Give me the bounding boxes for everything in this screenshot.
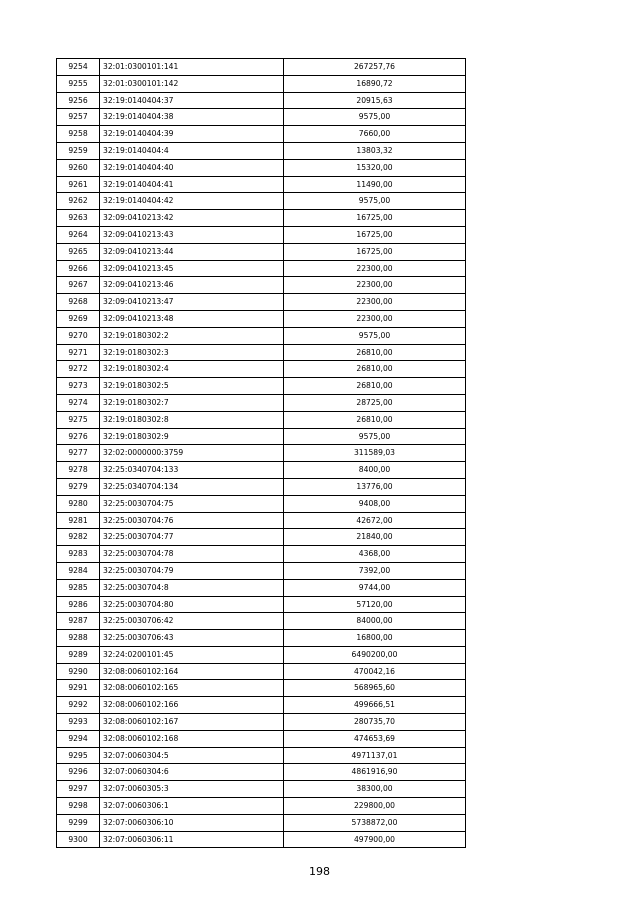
table-row <box>57 680 466 697</box>
table-row <box>57 596 466 613</box>
cadastral-number-cell: 32:19:0140404:41 <box>100 176 284 193</box>
table-row <box>57 462 466 479</box>
row-number-cell: 9257 <box>57 109 100 126</box>
table-row <box>57 59 466 76</box>
row-number-cell: 9277 <box>57 445 100 462</box>
row-number-cell: 9271 <box>57 344 100 361</box>
table-row <box>57 546 466 563</box>
cadastral-value-cell: 9408,00 <box>284 495 466 512</box>
row-number-cell: 9280 <box>57 495 100 512</box>
row-number-cell: 9273 <box>57 378 100 395</box>
cadastral-number-cell: 32:07:0060304:5 <box>100 747 284 764</box>
cadastral-value-cell: 84000,00 <box>284 613 466 630</box>
cadastral-value-cell: 38300,00 <box>284 781 466 798</box>
table-row <box>57 327 466 344</box>
row-number-cell: 9270 <box>57 327 100 344</box>
cadastral-number-cell: 32:19:0140404:40 <box>100 159 284 176</box>
cadastral-number-cell: 32:19:0140404:4 <box>100 142 284 159</box>
cadastral-value-cell: 20915,63 <box>284 92 466 109</box>
table-row <box>57 142 466 159</box>
row-number-cell: 9272 <box>57 361 100 378</box>
cadastral-value-cell: 22300,00 <box>284 260 466 277</box>
cadastral-value-cell: 11490,00 <box>284 176 466 193</box>
cadastral-value-cell: 4861916,90 <box>284 764 466 781</box>
row-number-cell: 9266 <box>57 260 100 277</box>
cadastral-value-cell: 7392,00 <box>284 562 466 579</box>
table-row <box>57 646 466 663</box>
row-number-cell: 9265 <box>57 243 100 260</box>
table-body <box>57 59 466 848</box>
table-row <box>57 764 466 781</box>
cadastral-value-cell: 26810,00 <box>284 411 466 428</box>
table-row <box>57 478 466 495</box>
table-row <box>57 613 466 630</box>
cadastral-value-cell: 6490200,00 <box>284 646 466 663</box>
row-number-cell: 9288 <box>57 630 100 647</box>
table-row <box>57 260 466 277</box>
row-number-cell: 9298 <box>57 798 100 815</box>
cadastral-value-cell: 5738872,00 <box>284 814 466 831</box>
cadastral-value-cell: 229800,00 <box>284 798 466 815</box>
row-number-cell: 9300 <box>57 831 100 848</box>
cadastral-number-cell: 32:19:0140404:38 <box>100 109 284 126</box>
cadastral-number-cell: 32:25:0030704:75 <box>100 495 284 512</box>
cadastral-value-cell: 13803,32 <box>284 142 466 159</box>
cadastral-value-cell: 474653,69 <box>284 730 466 747</box>
cadastral-number-cell: 32:08:0060102:167 <box>100 714 284 731</box>
row-number-cell: 9283 <box>57 546 100 563</box>
cadastral-number-cell: 32:25:0030706:42 <box>100 613 284 630</box>
cadastral-number-cell: 32:09:0410213:42 <box>100 210 284 227</box>
table-row <box>57 529 466 546</box>
cadastral-number-cell: 32:25:0030704:79 <box>100 562 284 579</box>
row-number-cell: 9284 <box>57 562 100 579</box>
row-number-cell: 9267 <box>57 277 100 294</box>
table-row <box>57 428 466 445</box>
cadastral-value-cell: 16725,00 <box>284 210 466 227</box>
table-row <box>57 831 466 848</box>
cadastral-value-cell: 21840,00 <box>284 529 466 546</box>
cadastral-number-cell: 32:25:0030704:77 <box>100 529 284 546</box>
row-number-cell: 9297 <box>57 781 100 798</box>
cadastral-value-cell: 16725,00 <box>284 243 466 260</box>
cadastral-value-cell: 26810,00 <box>284 378 466 395</box>
cadastral-number-cell: 32:07:0060305:3 <box>100 781 284 798</box>
row-number-cell: 9268 <box>57 294 100 311</box>
cadastral-number-cell: 32:07:0060306:1 <box>100 798 284 815</box>
cadastral-value-cell: 9575,00 <box>284 428 466 445</box>
table-row <box>57 814 466 831</box>
cadastral-value-cell: 26810,00 <box>284 361 466 378</box>
cadastral-number-cell: 32:08:0060102:166 <box>100 697 284 714</box>
row-number-cell: 9296 <box>57 764 100 781</box>
row-number-cell: 9276 <box>57 428 100 445</box>
cadastral-number-cell: 32:19:0180302:9 <box>100 428 284 445</box>
cadastral-value-cell: 4368,00 <box>284 546 466 563</box>
row-number-cell: 9263 <box>57 210 100 227</box>
table-row <box>57 714 466 731</box>
cadastral-value-cell: 9575,00 <box>284 327 466 344</box>
cadastral-number-cell: 32:19:0140404:42 <box>100 193 284 210</box>
table-row <box>57 495 466 512</box>
table-row <box>57 361 466 378</box>
cadastral-value-cell: 9575,00 <box>284 193 466 210</box>
table-row <box>57 344 466 361</box>
cadastral-number-cell: 32:24:0200101:45 <box>100 646 284 663</box>
row-number-cell: 9262 <box>57 193 100 210</box>
row-number-cell: 9293 <box>57 714 100 731</box>
table-row <box>57 92 466 109</box>
cadastral-number-cell: 32:09:0410213:44 <box>100 243 284 260</box>
table-row <box>57 747 466 764</box>
row-number-cell: 9275 <box>57 411 100 428</box>
cadastral-value-cell: 22300,00 <box>284 294 466 311</box>
cadastral-value-cell: 267257,76 <box>284 59 466 76</box>
cadastral-value-cell: 9744,00 <box>284 579 466 596</box>
cadastral-number-cell: 32:09:0410213:47 <box>100 294 284 311</box>
table-row <box>57 697 466 714</box>
table-row <box>57 210 466 227</box>
cadastral-number-cell: 32:25:0340704:133 <box>100 462 284 479</box>
cadastral-number-cell: 32:25:0030704:76 <box>100 512 284 529</box>
table-row <box>57 226 466 243</box>
row-number-cell: 9260 <box>57 159 100 176</box>
row-number-cell: 9254 <box>57 59 100 76</box>
cadastral-number-cell: 32:25:0030704:78 <box>100 546 284 563</box>
cadastral-number-cell: 32:25:0030706:43 <box>100 630 284 647</box>
cadastral-number-cell: 32:08:0060102:165 <box>100 680 284 697</box>
row-number-cell: 9264 <box>57 226 100 243</box>
cadastral-value-cell: 26810,00 <box>284 344 466 361</box>
row-number-cell: 9255 <box>57 75 100 92</box>
cadastral-value-cell: 280735,70 <box>284 714 466 731</box>
cadastral-value-cell: 7660,00 <box>284 126 466 143</box>
table-row <box>57 394 466 411</box>
row-number-cell: 9289 <box>57 646 100 663</box>
row-number-cell: 9286 <box>57 596 100 613</box>
cadastral-number-cell: 32:09:0410213:45 <box>100 260 284 277</box>
cadastral-number-cell: 32:19:0180302:3 <box>100 344 284 361</box>
cadastral-value-table <box>56 58 466 848</box>
cadastral-number-cell: 32:25:0030704:80 <box>100 596 284 613</box>
table-row <box>57 109 466 126</box>
cadastral-number-cell: 32:19:0180302:5 <box>100 378 284 395</box>
cadastral-number-cell: 32:07:0060306:11 <box>100 831 284 848</box>
cadastral-number-cell: 32:19:0180302:4 <box>100 361 284 378</box>
row-number-cell: 9278 <box>57 462 100 479</box>
table-row <box>57 243 466 260</box>
table-row <box>57 445 466 462</box>
cadastral-number-cell: 32:01:0300101:141 <box>100 59 284 76</box>
cadastral-value-cell: 22300,00 <box>284 277 466 294</box>
cadastral-value-cell: 16800,00 <box>284 630 466 647</box>
cadastral-number-cell: 32:09:0410213:46 <box>100 277 284 294</box>
cadastral-number-cell: 32:01:0300101:142 <box>100 75 284 92</box>
table-row <box>57 730 466 747</box>
cadastral-number-cell: 32:07:0060306:10 <box>100 814 284 831</box>
row-number-cell: 9256 <box>57 92 100 109</box>
cadastral-value-cell: 16890,72 <box>284 75 466 92</box>
table-row <box>57 310 466 327</box>
cadastral-value-cell: 42672,00 <box>284 512 466 529</box>
cadastral-number-cell: 32:08:0060102:168 <box>100 730 284 747</box>
table-row <box>57 411 466 428</box>
row-number-cell: 9294 <box>57 730 100 747</box>
cadastral-value-cell: 16725,00 <box>284 226 466 243</box>
cadastral-value-cell: 9575,00 <box>284 109 466 126</box>
cadastral-value-cell: 499666,51 <box>284 697 466 714</box>
cadastral-number-cell: 32:02:0000000:3759 <box>100 445 284 462</box>
cadastral-value-cell: 28725,00 <box>284 394 466 411</box>
row-number-cell: 9291 <box>57 680 100 697</box>
row-number-cell: 9287 <box>57 613 100 630</box>
cadastral-number-cell: 32:19:0180302:2 <box>100 327 284 344</box>
table-row <box>57 126 466 143</box>
table-row <box>57 294 466 311</box>
row-number-cell: 9259 <box>57 142 100 159</box>
cadastral-value-cell: 15320,00 <box>284 159 466 176</box>
table-row <box>57 798 466 815</box>
row-number-cell: 9281 <box>57 512 100 529</box>
cadastral-number-cell: 32:19:0140404:39 <box>100 126 284 143</box>
cadastral-value-cell: 8400,00 <box>284 462 466 479</box>
cadastral-number-cell: 32:19:0140404:37 <box>100 92 284 109</box>
row-number-cell: 9261 <box>57 176 100 193</box>
row-number-cell: 9290 <box>57 663 100 680</box>
cadastral-number-cell: 32:25:0030704:8 <box>100 579 284 596</box>
cadastral-number-cell: 32:19:0180302:8 <box>100 411 284 428</box>
cadastral-number-cell: 32:25:0340704:134 <box>100 478 284 495</box>
cadastral-value-cell: 13776,00 <box>284 478 466 495</box>
cadastral-value-cell: 22300,00 <box>284 310 466 327</box>
table-row <box>57 193 466 210</box>
row-number-cell: 9269 <box>57 310 100 327</box>
page-number: 198 <box>309 865 330 878</box>
table-row <box>57 562 466 579</box>
table-row <box>57 579 466 596</box>
table-row <box>57 378 466 395</box>
cadastral-value-cell: 4971137,01 <box>284 747 466 764</box>
cadastral-number-cell: 32:19:0180302:7 <box>100 394 284 411</box>
cadastral-value-cell: 497900,00 <box>284 831 466 848</box>
row-number-cell: 9279 <box>57 478 100 495</box>
cadastral-number-cell: 32:09:0410213:48 <box>100 310 284 327</box>
cadastral-number-cell: 32:07:0060304:6 <box>100 764 284 781</box>
table-row <box>57 781 466 798</box>
cadastral-number-cell: 32:08:0060102:164 <box>100 663 284 680</box>
row-number-cell: 9274 <box>57 394 100 411</box>
row-number-cell: 9292 <box>57 697 100 714</box>
cadastral-value-cell: 57120,00 <box>284 596 466 613</box>
row-number-cell: 9282 <box>57 529 100 546</box>
table-row <box>57 176 466 193</box>
table-row <box>57 663 466 680</box>
cadastral-value-cell: 470042,16 <box>284 663 466 680</box>
table-row <box>57 512 466 529</box>
cadastral-number-cell: 32:09:0410213:43 <box>100 226 284 243</box>
table-row <box>57 630 466 647</box>
cadastral-value-cell: 311589,03 <box>284 445 466 462</box>
row-number-cell: 9258 <box>57 126 100 143</box>
row-number-cell: 9295 <box>57 747 100 764</box>
table-row <box>57 159 466 176</box>
cadastral-value-cell: 568965,60 <box>284 680 466 697</box>
row-number-cell: 9299 <box>57 814 100 831</box>
table-row <box>57 75 466 92</box>
table-row <box>57 277 466 294</box>
row-number-cell: 9285 <box>57 579 100 596</box>
